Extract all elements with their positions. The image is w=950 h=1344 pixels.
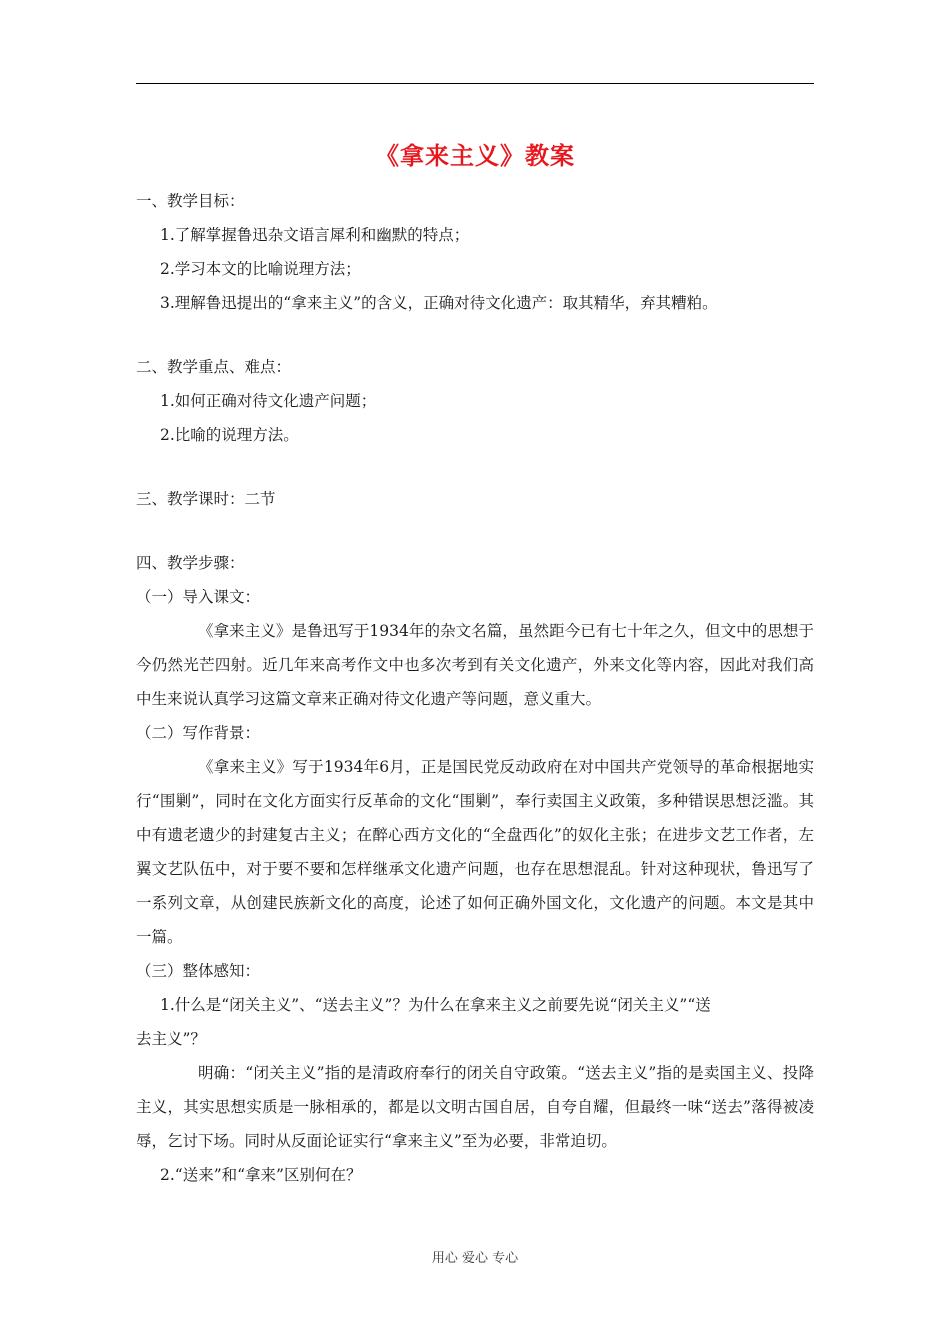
question-1-line-2: 去主义”？ [136,1030,206,1048]
subsection-heading-intro: （一）导入课文： [136,588,261,606]
section-heading-objectives: 一、教学目标： [136,192,245,210]
subsection-heading-overall: （三）整体感知： [136,962,261,980]
paragraph-background: 《拿来主义》写于1934年6月，正是国民党反动政府在对中国共产党领导的革命根据地实行“围剿”，同时在文化方面实行反革命的文化“围剿”，奉行卖国主义政策，多种错误思想泛滥。其中有遗老遗少的封建复古主义；在醉心西方文化的“全盘西化”的奴化主张；在进步文艺工作者，左翼文艺队伍中，对于要不要和怎样继承文化遗产问题，也存在思想混乱。针对这种现状，鲁迅写了一系列文章，从创建民族新文化的高度，论述了如何正确外国文化，文化遗产的问题。本文是其中一篇。 [136,758,814,946]
list-item: 3.理解鲁迅提出的“拿来主义”的含义，正确对待文化遗产：取其精华，弃其糟粕。 [160,294,718,312]
page-footer: 用心 爱心 专心 [431,1251,519,1266]
list-item: 2.比喻的说理方法。 [160,426,299,444]
document-body [136,184,814,1192]
question-1-line-1: 1.什么是“闭关主义”、“送去主义”？为什么在拿来主义之前要先说“闭关主义”“送 [160,996,711,1014]
document-title: 《拿来主义》教案 [375,142,575,170]
answer-1: 明确：“闭关主义”指的是清政府奉行的闭关自守政策。“送去主义”指的是卖国主义、投降主义，其实思想实质是一脉相承的，都是以文明古国自居，自夸自耀，但最终一味“送去”落得被凌辱，乞讨下场。同时从反面论证实行“拿来主义”至为必要，非常迫切。 [136,1064,814,1150]
section-heading-class-hours: 三、教学课时：二节 [136,490,276,508]
section-heading-steps: 四、教学步骤： [136,554,245,572]
section-heading-key-points: 二、教学重点、难点： [136,358,292,376]
paragraph-intro: 《拿来主义》是鲁迅写于1934年的杂文名篇，虽然距今已有七十年之久，但文中的思想于今仍然光芒四射。近几年来高考作文中也多次考到有关文化遗产，外来文化等内容，因此对我们高中生来说认真学习这篇文章来正确对待文化遗产等问题，意义重大。 [136,622,814,708]
list-item: 2.学习本文的比喻说理方法； [160,260,361,278]
question-2: 2.“送来”和“拿来”区别何在？ [160,1166,362,1184]
list-item: 1.了解掌握鲁迅杂文语言犀利和幽默的特点； [160,226,470,244]
subsection-heading-background: （二）写作背景： [136,724,261,742]
list-item: 1.如何正确对待文化遗产问题； [160,392,377,410]
header-rule [136,83,814,84]
